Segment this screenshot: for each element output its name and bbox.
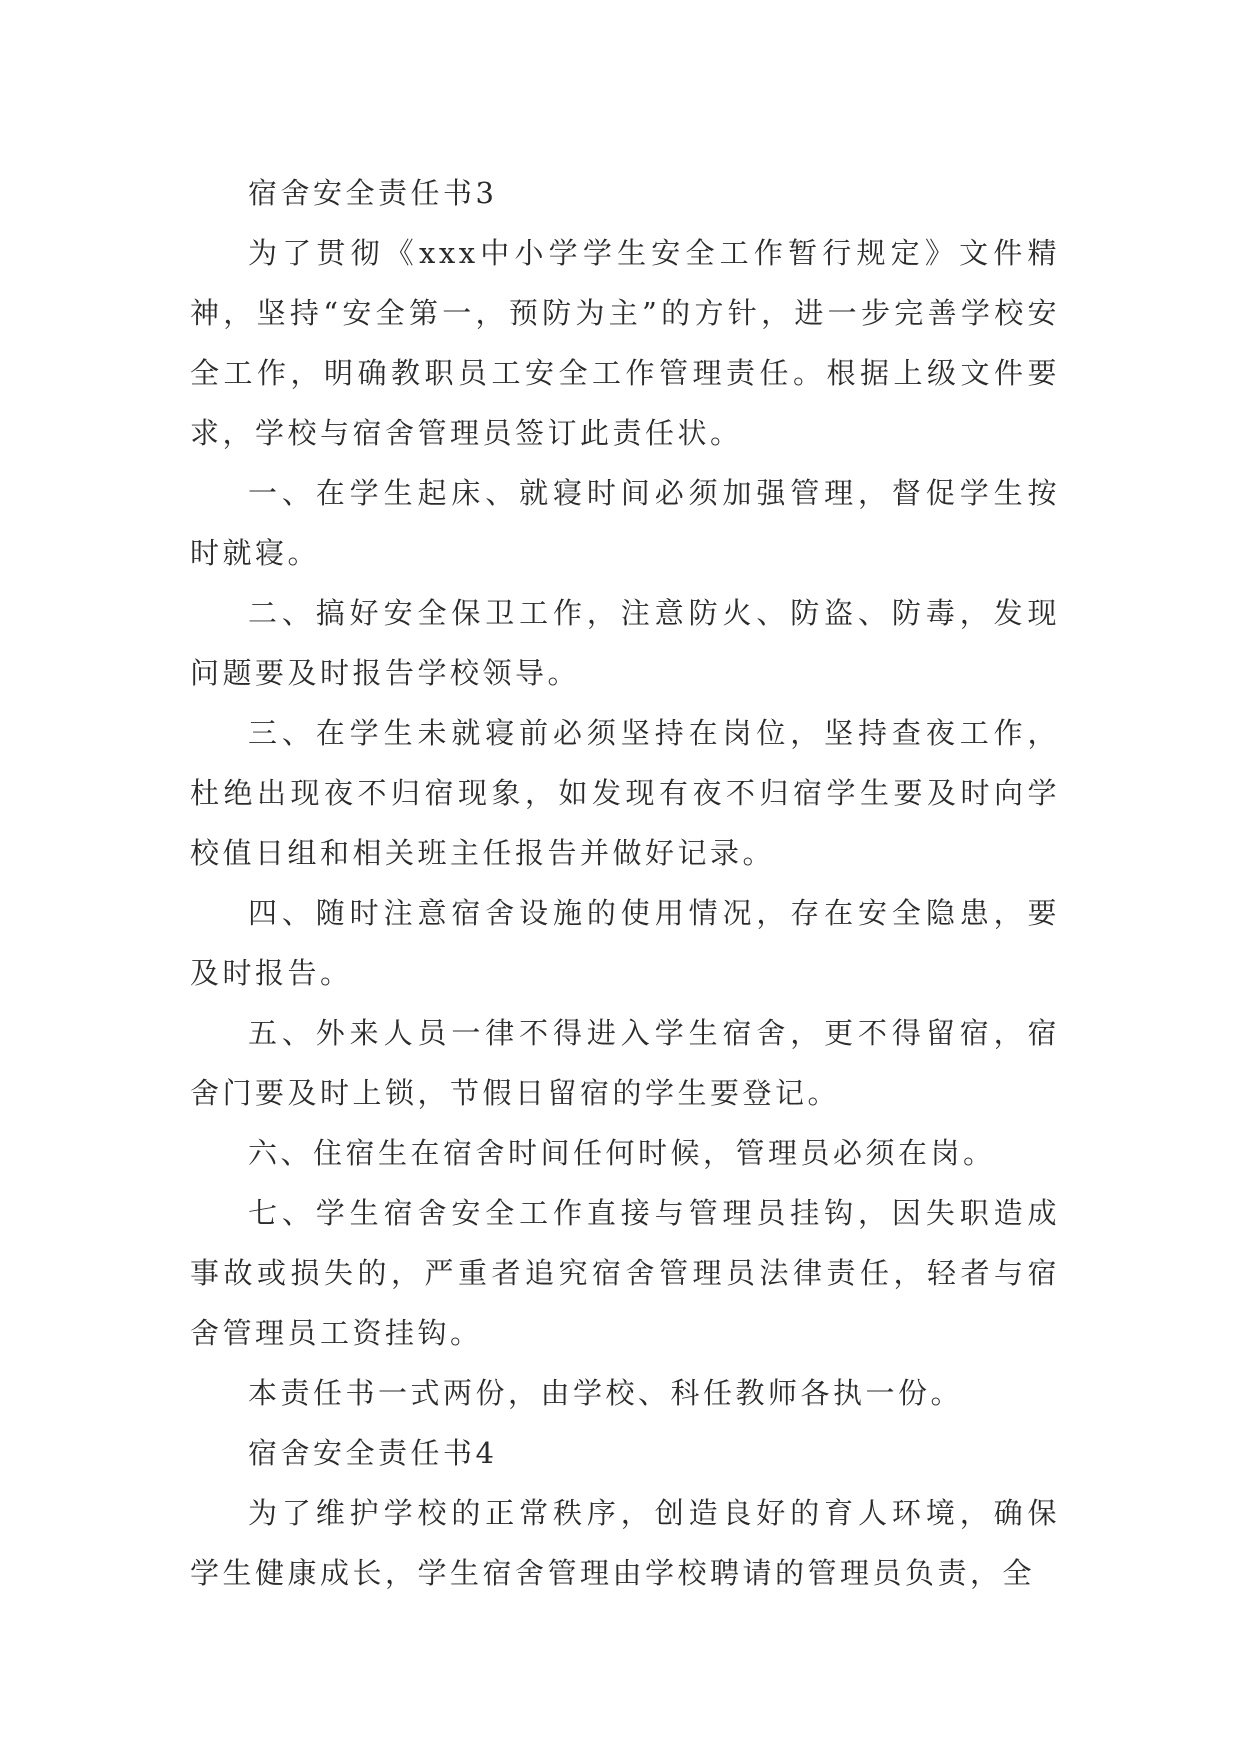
section-heading-4: 宿舍安全责任书4 <box>248 1436 498 1470</box>
clause-6: 六、住宿生在宿舍时间任何时候，管理员必须在岗。 <box>248 1136 996 1170</box>
document-body <box>190 163 1060 1603</box>
intro-paragraph-3: 为了贯彻《xxx中小学学生安全工作暂行规定》文件精神，坚持“安全第一，预防为主”的方针，进一步完善学校安全工作，明确教职员工安全工作管理责任。根据上级文件要求，学校与宿舍管理员签订此责任状。 <box>190 236 1060 450</box>
clause-1: 一、在学生起床、就寝时间必须加强管理，督促学生按时就寝。 <box>190 476 1060 570</box>
clause-5: 五、外来人员一律不得进入学生宿舍，更不得留宿，宿舍门要及时上锁，节假日留宿的学生要登记。 <box>190 1016 1060 1110</box>
clause-2: 二、搞好安全保卫工作，注意防火、防盗、防毒，发现问题要及时报告学校领导。 <box>190 596 1060 690</box>
clause-7: 七、学生宿舍安全工作直接与管理员挂钩，因失职造成事故或损失的，严重者追究宿舍管理员法律责任，轻者与宿舍管理员工资挂钩。 <box>190 1196 1060 1350</box>
copies-note: 本责任书一式两份，由学校、科任教师各执一份。 <box>248 1376 964 1410</box>
intro-paragraph-4: 为了维护学校的正常秩序，创造良好的育人环境，确保学生健康成长，学生宿舍管理由学校聘请的管理员负责，全 <box>190 1496 1060 1590</box>
section-heading-3: 宿舍安全责任书3 <box>248 176 498 210</box>
clause-4: 四、随时注意宿舍设施的使用情况，存在安全隐患，要及时报告。 <box>190 896 1060 990</box>
clause-3: 三、在学生未就寝前必须坚持在岗位，坚持查夜工作，杜绝出现夜不归宿现象，如发现有夜不归宿学生要及时向学校值日组和相关班主任报告并做好记录。 <box>190 716 1060 870</box>
